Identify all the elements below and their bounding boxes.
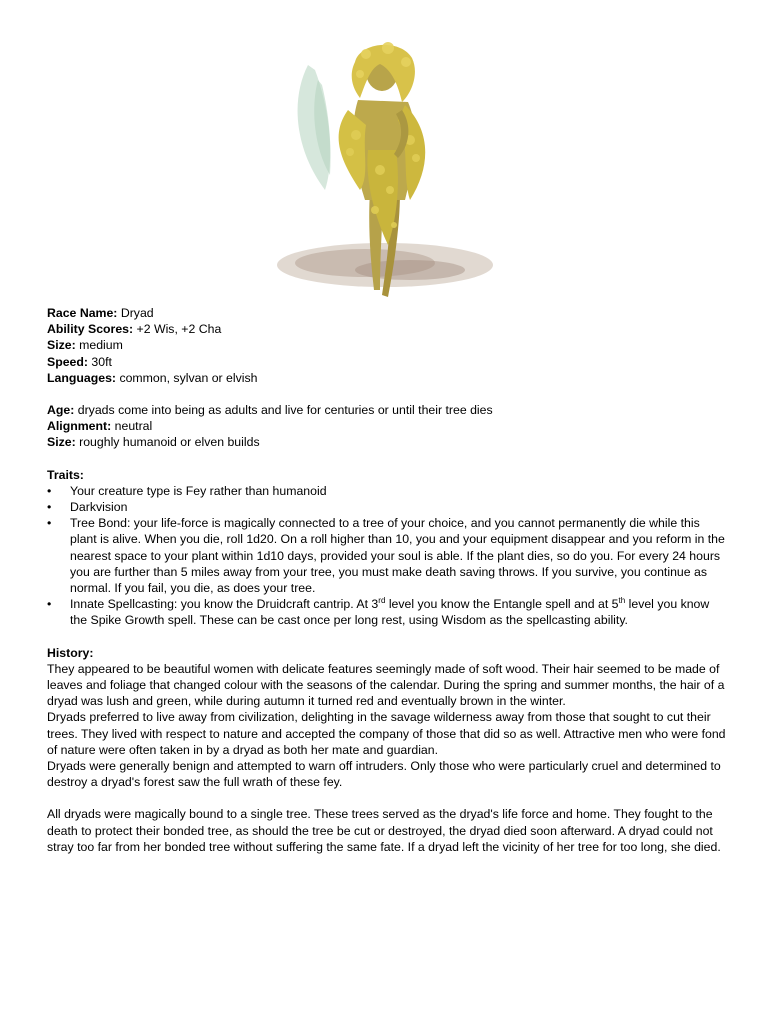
stats-block	[47, 305, 727, 386]
history-paragraph: All dryads were magically bound to a single tree. These trees served as the dryad's life force and home. They fought to the death to protect their bonded tree, as should the tree be cut or destroyed, the dryad died soon afterward. A dryad could not stray too far from her bonded tree without suffering the same fate. If a dryad left the vicinity of her tree for too long, she died.	[47, 807, 721, 854]
bullet-icon: •	[47, 500, 52, 515]
trait-item: • Darkvision	[47, 500, 128, 515]
bullet-icon: •	[47, 597, 52, 612]
dryad-illustration	[270, 40, 500, 305]
trait-item: • Your creature type is Fey rather than humanoid	[47, 483, 327, 498]
stat-languages: Languages: common, sylvan or elvish	[47, 370, 258, 385]
history-paragraph: Dryads preferred to live away from civilization, delighting in the savage wilderness away from those that sought to cut their trees. They lived with respect to nature and accepted the company of those that did so as well. Attractive men who were fond of nature were often taken in by a dryad as both her mate and guardian.	[47, 710, 726, 757]
traits-list	[47, 483, 727, 629]
history-paragraph: Dryads were generally benign and attempted to warn off intruders. Only those who were particularly cruel and determined to destroy a dryad's forest saw the full wrath of these fey.	[47, 759, 721, 790]
bullet-icon: •	[47, 483, 52, 498]
history-heading: History:	[47, 645, 94, 660]
trait-item: • Tree Bond: your life-force is magically connected to a tree of your choice, and you cannot permanently die while this plant is alive. When you die, roll 1d20. On a roll higher than 10, you and your equipment disappear and you reform in the nearest space to your plant within 1d10 days, provided your soul is able. If the plant dies, so do you. For every 24 hours you are further than 5 miles away from your tree, you must make death saving throws. If you survive, you continue as normal. If you fail, you die, as does your tree.	[47, 516, 725, 596]
stat-ability-scores: Ability Scores: +2 Wis, +2 Cha	[47, 322, 222, 337]
stat-speed: Speed: 30ft	[47, 354, 112, 369]
history-section	[47, 645, 727, 855]
trait-item: • Innate Spellcasting: you know the Druidcraft cantrip. At 3rd level you know the Entangle spell and at 5th level you know the Spike Growth spell. These can be cast once per long rest, using Wisdom as the spellcasting ability.	[47, 596, 710, 628]
stat-size: Size: medium	[47, 338, 123, 353]
traits-heading: Traits:	[47, 467, 84, 482]
detail-age: Age: dryads come into being as adults and live for centuries or until their tree dies	[47, 403, 493, 418]
history-paragraph: They appeared to be beautiful women with delicate features seemingly made of soft wood. Their hair seemed to be made of leaves and foliage that changed colour with the seasons of the calendar. During the spring and summer months, the hair of a dryad was lush and green, while during autumn it turned red and eventually brown in the winter.	[47, 661, 725, 709]
traits-section	[47, 467, 727, 629]
detail-alignment: Alignment: neutral	[47, 419, 153, 434]
detail-size: Size: roughly humanoid or elven builds	[47, 435, 260, 450]
details-block	[47, 402, 727, 451]
race-document	[47, 305, 727, 855]
bullet-icon: •	[47, 516, 52, 531]
stat-race-name: Race Name: Dryad	[47, 306, 154, 320]
